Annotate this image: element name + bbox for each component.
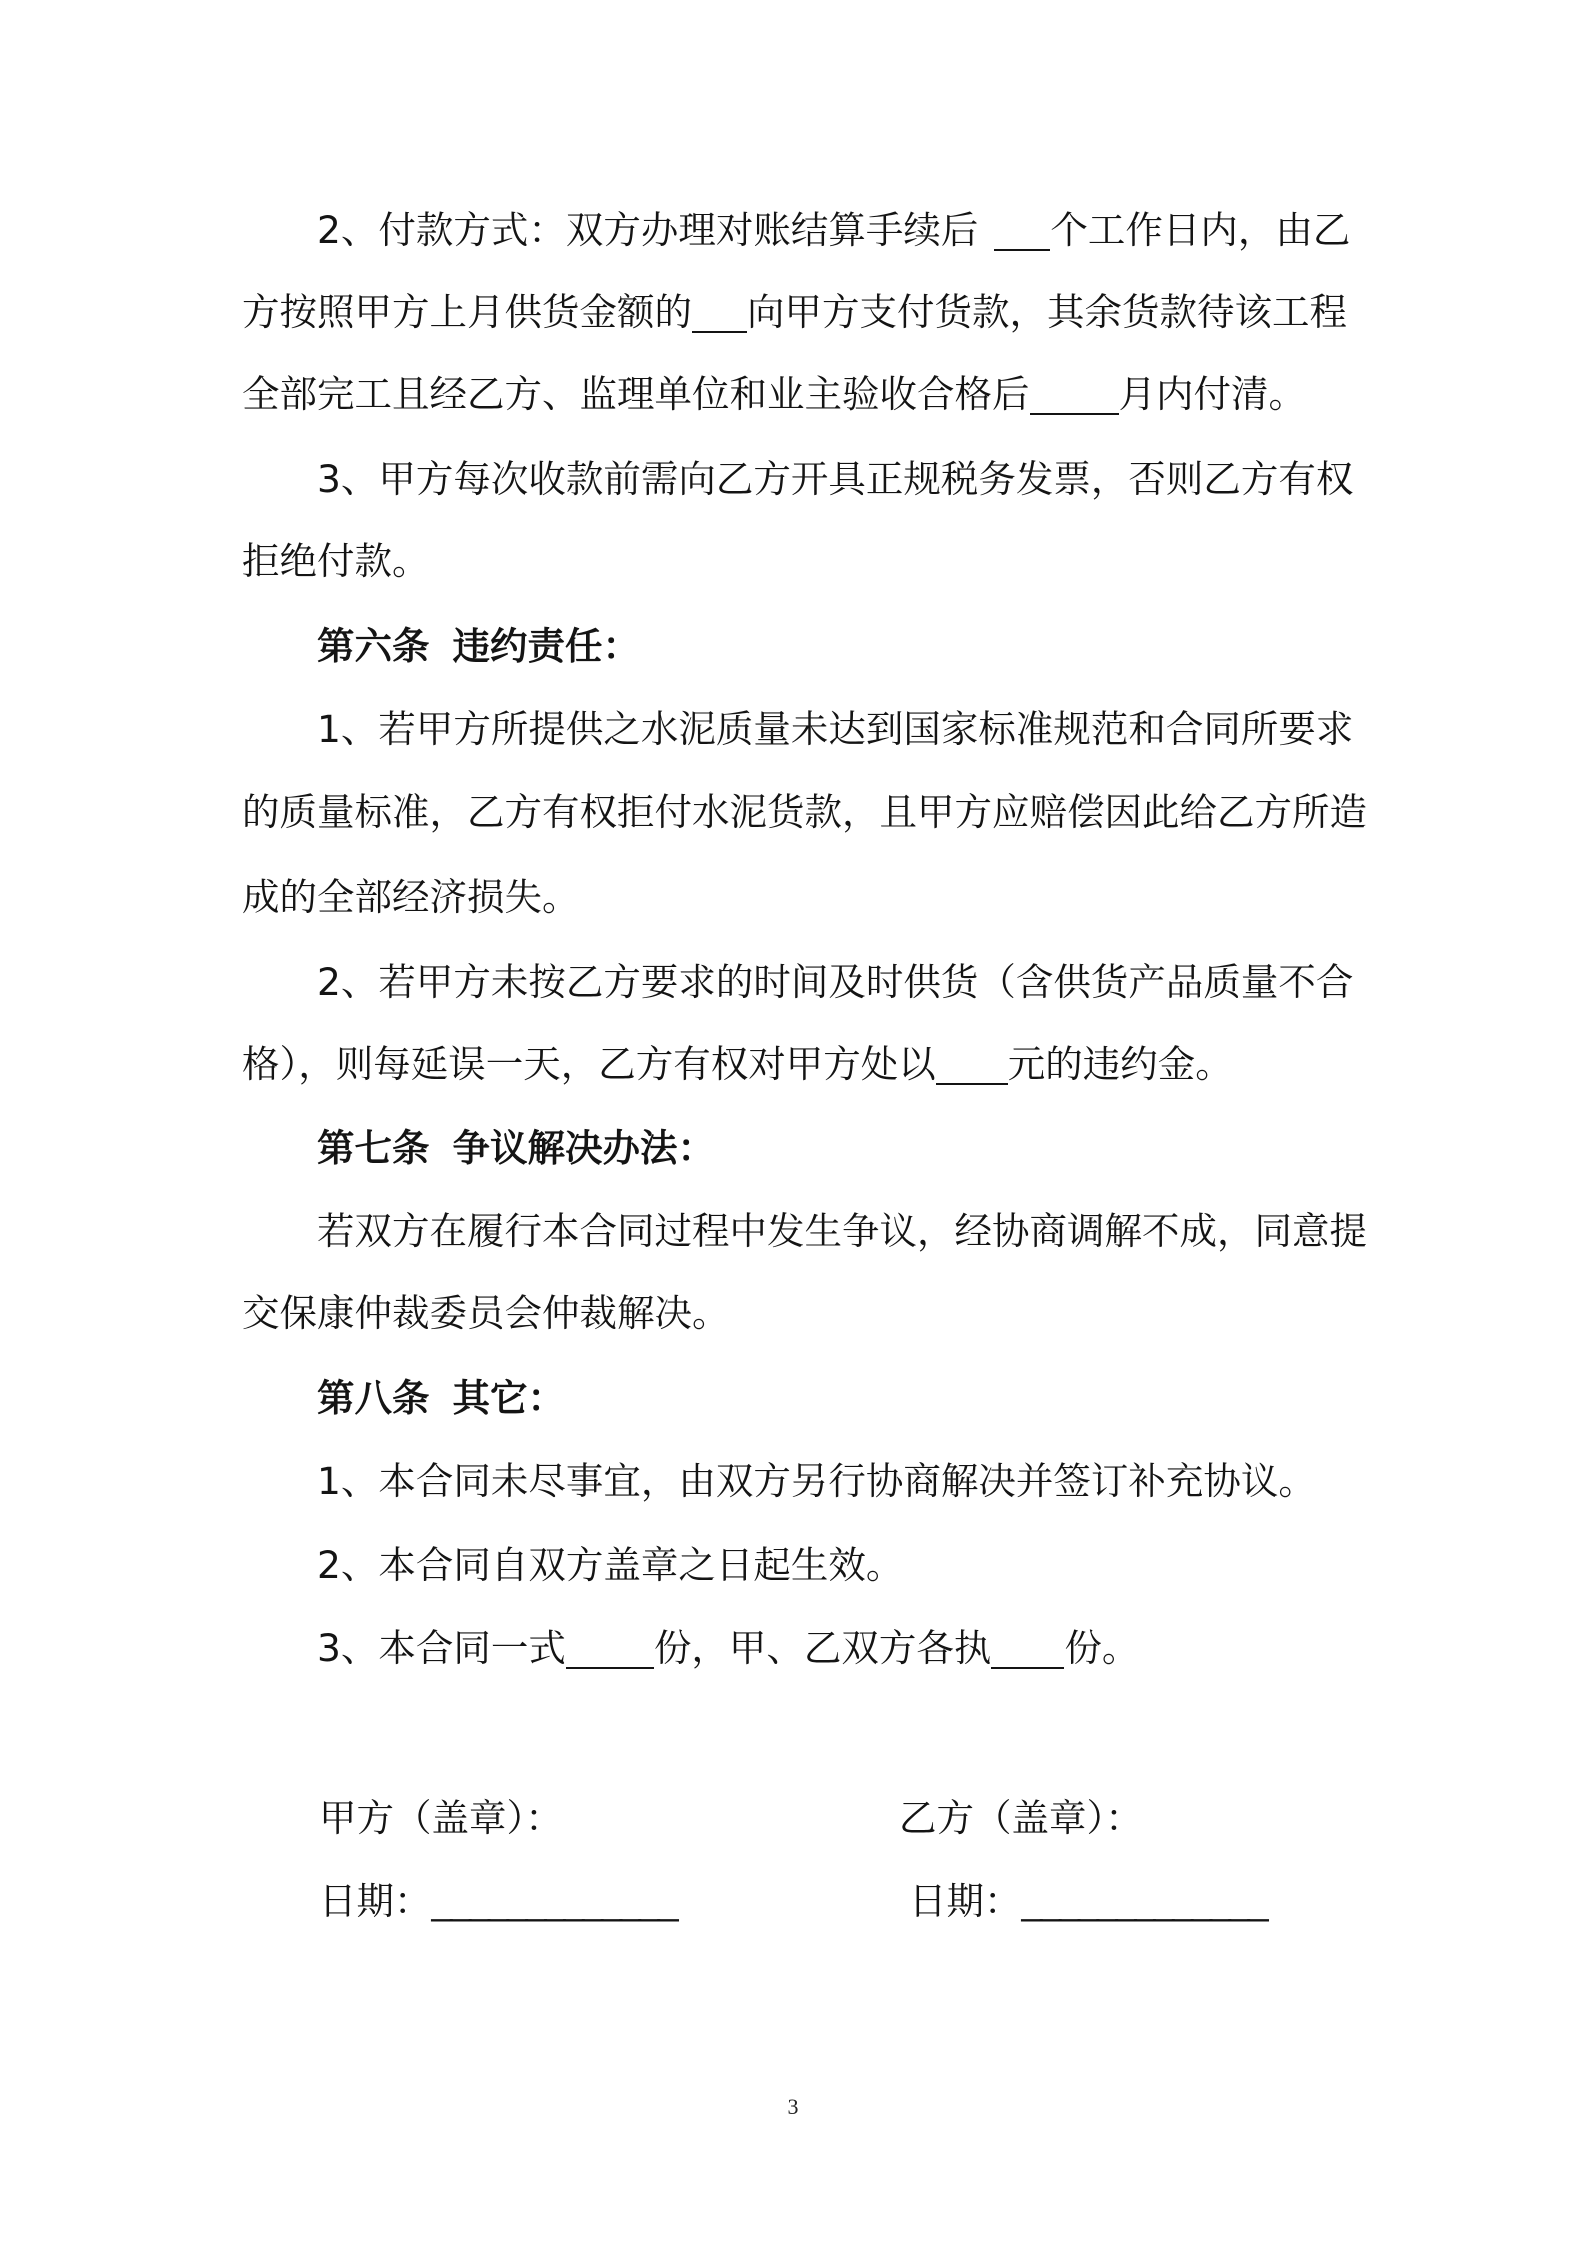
- fill-blank-percentage: [692, 293, 747, 333]
- text-segment: 向甲方支付货款，其余货款待该工程: [747, 290, 1347, 334]
- text-segment: 份，甲、乙双方各执: [653, 1626, 992, 1670]
- payment-line-2: [242, 271, 1347, 353]
- party-a-date: [319, 1860, 677, 1942]
- fill-blank-months: [1030, 375, 1119, 415]
- text-segment: 2、付款方式：双方办理对账结算手续后: [317, 208, 979, 252]
- date-blank: _____________: [1021, 1880, 1267, 1922]
- article-6-item-2-line-2: [242, 1023, 1233, 1105]
- payment-line-3: [242, 353, 1306, 435]
- text-segment: 全部完工且经乙方、监理单位和业主验收合格后: [242, 372, 1030, 416]
- article-8-item-3: [317, 1607, 1139, 1689]
- date-label: 日期：: [319, 1879, 432, 1923]
- text-segment: 格），则每延误一天，乙方有权对甲方处以: [242, 1042, 936, 1086]
- fill-blank-penalty-amount: [936, 1045, 1008, 1085]
- text-segment: 元的违约金。: [1007, 1042, 1233, 1086]
- party-b-seal-label: 乙方（盖章）：: [899, 1796, 1143, 1840]
- invoice-line-1: 3、甲方每次收款前需向乙方开具正规税务发票，否则乙方有权: [317, 457, 1354, 501]
- page-number: 3: [787, 2094, 799, 2119]
- fill-blank-workdays: [994, 211, 1050, 251]
- text-segment: 份。: [1064, 1626, 1140, 1670]
- text-segment: 月内付清。: [1118, 372, 1306, 416]
- fill-blank-copies-each: [991, 1629, 1064, 1669]
- payment-line-1: [317, 189, 1350, 271]
- article-6-heading: 第六条 违约责任：: [317, 624, 641, 668]
- article-8-item-1: 1、本合同未尽事宜，由双方另行协商解决并签订补充协议。: [317, 1459, 1316, 1503]
- invoice-line-2: 拒绝付款。: [242, 539, 430, 583]
- article-8-heading: 第八条 其它：: [317, 1376, 566, 1420]
- article-7-line-1: 若双方在履行本合同过程中发生争议，经协商调解不成，同意提: [317, 1209, 1367, 1253]
- text-segment: 方按照甲方上月供货金额的: [242, 290, 692, 334]
- article-6-item-1-line-2: 的质量标准，乙方有权拒付水泥货款，且甲方应赔偿因此给乙方所造: [242, 790, 1367, 834]
- article-7-line-2: 交保康仲裁委员会仲裁解决。: [242, 1291, 730, 1335]
- article-6-item-2-line-1: 2、若甲方未按乙方要求的时间及时供货（含供货产品质量不合: [317, 960, 1354, 1004]
- article-6-item-1-line-3: 成的全部经济损失。: [242, 875, 580, 919]
- date-blank: _____________: [431, 1880, 677, 1922]
- article-7-heading: 第七条 争议解决办法：: [317, 1126, 716, 1170]
- article-6-item-1-line-1: 1、若甲方所提供之水泥质量未达到国家标准规范和合同所要求: [317, 707, 1354, 751]
- text-segment: 个工作日内，由乙: [1050, 208, 1351, 252]
- party-b-date: [909, 1860, 1267, 1942]
- article-8-item-2: 2、本合同自双方盖章之日起生效。: [317, 1543, 904, 1587]
- party-a-seal-label: 甲方（盖章）：: [319, 1796, 563, 1840]
- date-label: 日期：: [909, 1879, 1022, 1923]
- fill-blank-copies-total: [566, 1629, 654, 1669]
- text-segment: 3、本合同一式: [317, 1626, 566, 1670]
